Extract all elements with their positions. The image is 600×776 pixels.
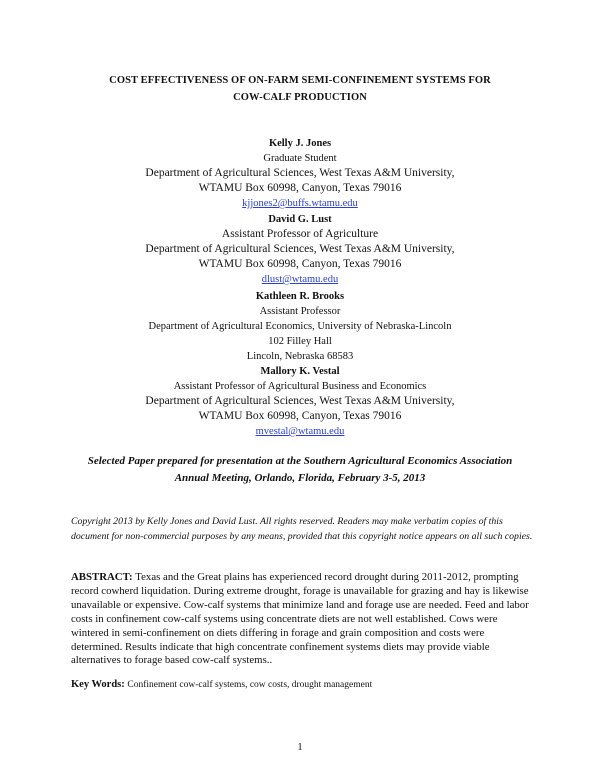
author-block-jones [40, 136, 560, 211]
keywords-line [71, 678, 537, 692]
keywords-text: Confinement cow-calf systems, cow costs, drought management [127, 680, 373, 690]
title-line-2: COW-CALF PRODUCTION [233, 92, 367, 103]
abstract-label: ABSTRACT: [71, 571, 136, 583]
author-address: 102 Filley Hall [268, 336, 332, 347]
author-name: Kathleen R. Brooks [255, 291, 345, 302]
copyright-notice: Copyright 2013 by Kelly Jones and David Lust. All rights reserved. Readers may make verbatim copies of this document for non-commercial purposes by any means, provided that this copyright notice appears on all such copies. [71, 516, 533, 542]
author-position: Assistant Professor of Agricultural Business and Economics [173, 381, 427, 392]
author-block-vestal [40, 364, 560, 439]
author-position: Assistant Professor [259, 306, 341, 317]
author-department: Department of Agricultural Economics, University of Nebraska-Lincoln [148, 321, 452, 332]
author-address: WTAMU Box 60998, Canyon, Texas 79016 [198, 258, 402, 270]
author-email-link[interactable]: mvestal@wtamu.edu [255, 426, 345, 437]
author-block-lust [40, 212, 560, 287]
author-name: Kelly J. Jones [268, 138, 332, 149]
author-address: WTAMU Box 60998, Canyon, Texas 79016 [198, 410, 402, 422]
page-number: 1 [297, 742, 303, 753]
author-email-link[interactable]: dlust@wtamu.edu [261, 274, 339, 285]
keywords-label: Key Words: [71, 679, 128, 690]
author-position: Assistant Professor of Agriculture [221, 228, 379, 240]
selected-paper-line-2: Annual Meeting, Orlando, Florida, February 3-5, 2013 [174, 472, 426, 484]
author-address: Lincoln, Nebraska 68583 [246, 351, 354, 362]
abstract-text: Texas and the Great plains has experienced record drought during 2011-2012, prompting record cowherd liquidation. During extreme drought, forage is unavailable for grazing and hay is likewise unavailable or expensive. Cow-calf systems that minimize land and forage use are needed. Feed and labor costs in confinement cow-calf systems using concentrate diets are not well established. Cows were wintered in semi-confinement on diets differing in forage and grain composition and costs were determined. Results indicate that high concentrate confinement systems diets may provide viable alternatives to forage based cow-calf systems.. [71, 571, 529, 667]
author-department: Department of Agricultural Sciences, West Texas A&M University, [145, 243, 455, 255]
selected-paper-note [40, 453, 560, 487]
author-department: Department of Agricultural Sciences, West Texas A&M University, [145, 167, 455, 179]
abstract-paragraph [71, 571, 537, 668]
paper-title [60, 72, 540, 106]
author-address: WTAMU Box 60998, Canyon, Texas 79016 [198, 182, 402, 194]
author-name: Mallory K. Vestal [260, 366, 340, 377]
author-position: Graduate Student [263, 153, 337, 164]
author-email-link[interactable]: kjjones2@buffs.wtamu.edu [242, 198, 358, 209]
author-name: David G. Lust [268, 214, 332, 225]
author-department: Department of Agricultural Sciences, West Texas A&M University, [145, 395, 455, 407]
author-block-brooks [40, 289, 560, 364]
selected-paper-line-1: Selected Paper prepared for presentation at the Southern Agricultural Economics Association [87, 455, 513, 467]
title-line-1: COST EFFECTIVENESS OF ON-FARM SEMI-CONFINEMENT SYSTEMS FOR [109, 75, 491, 86]
